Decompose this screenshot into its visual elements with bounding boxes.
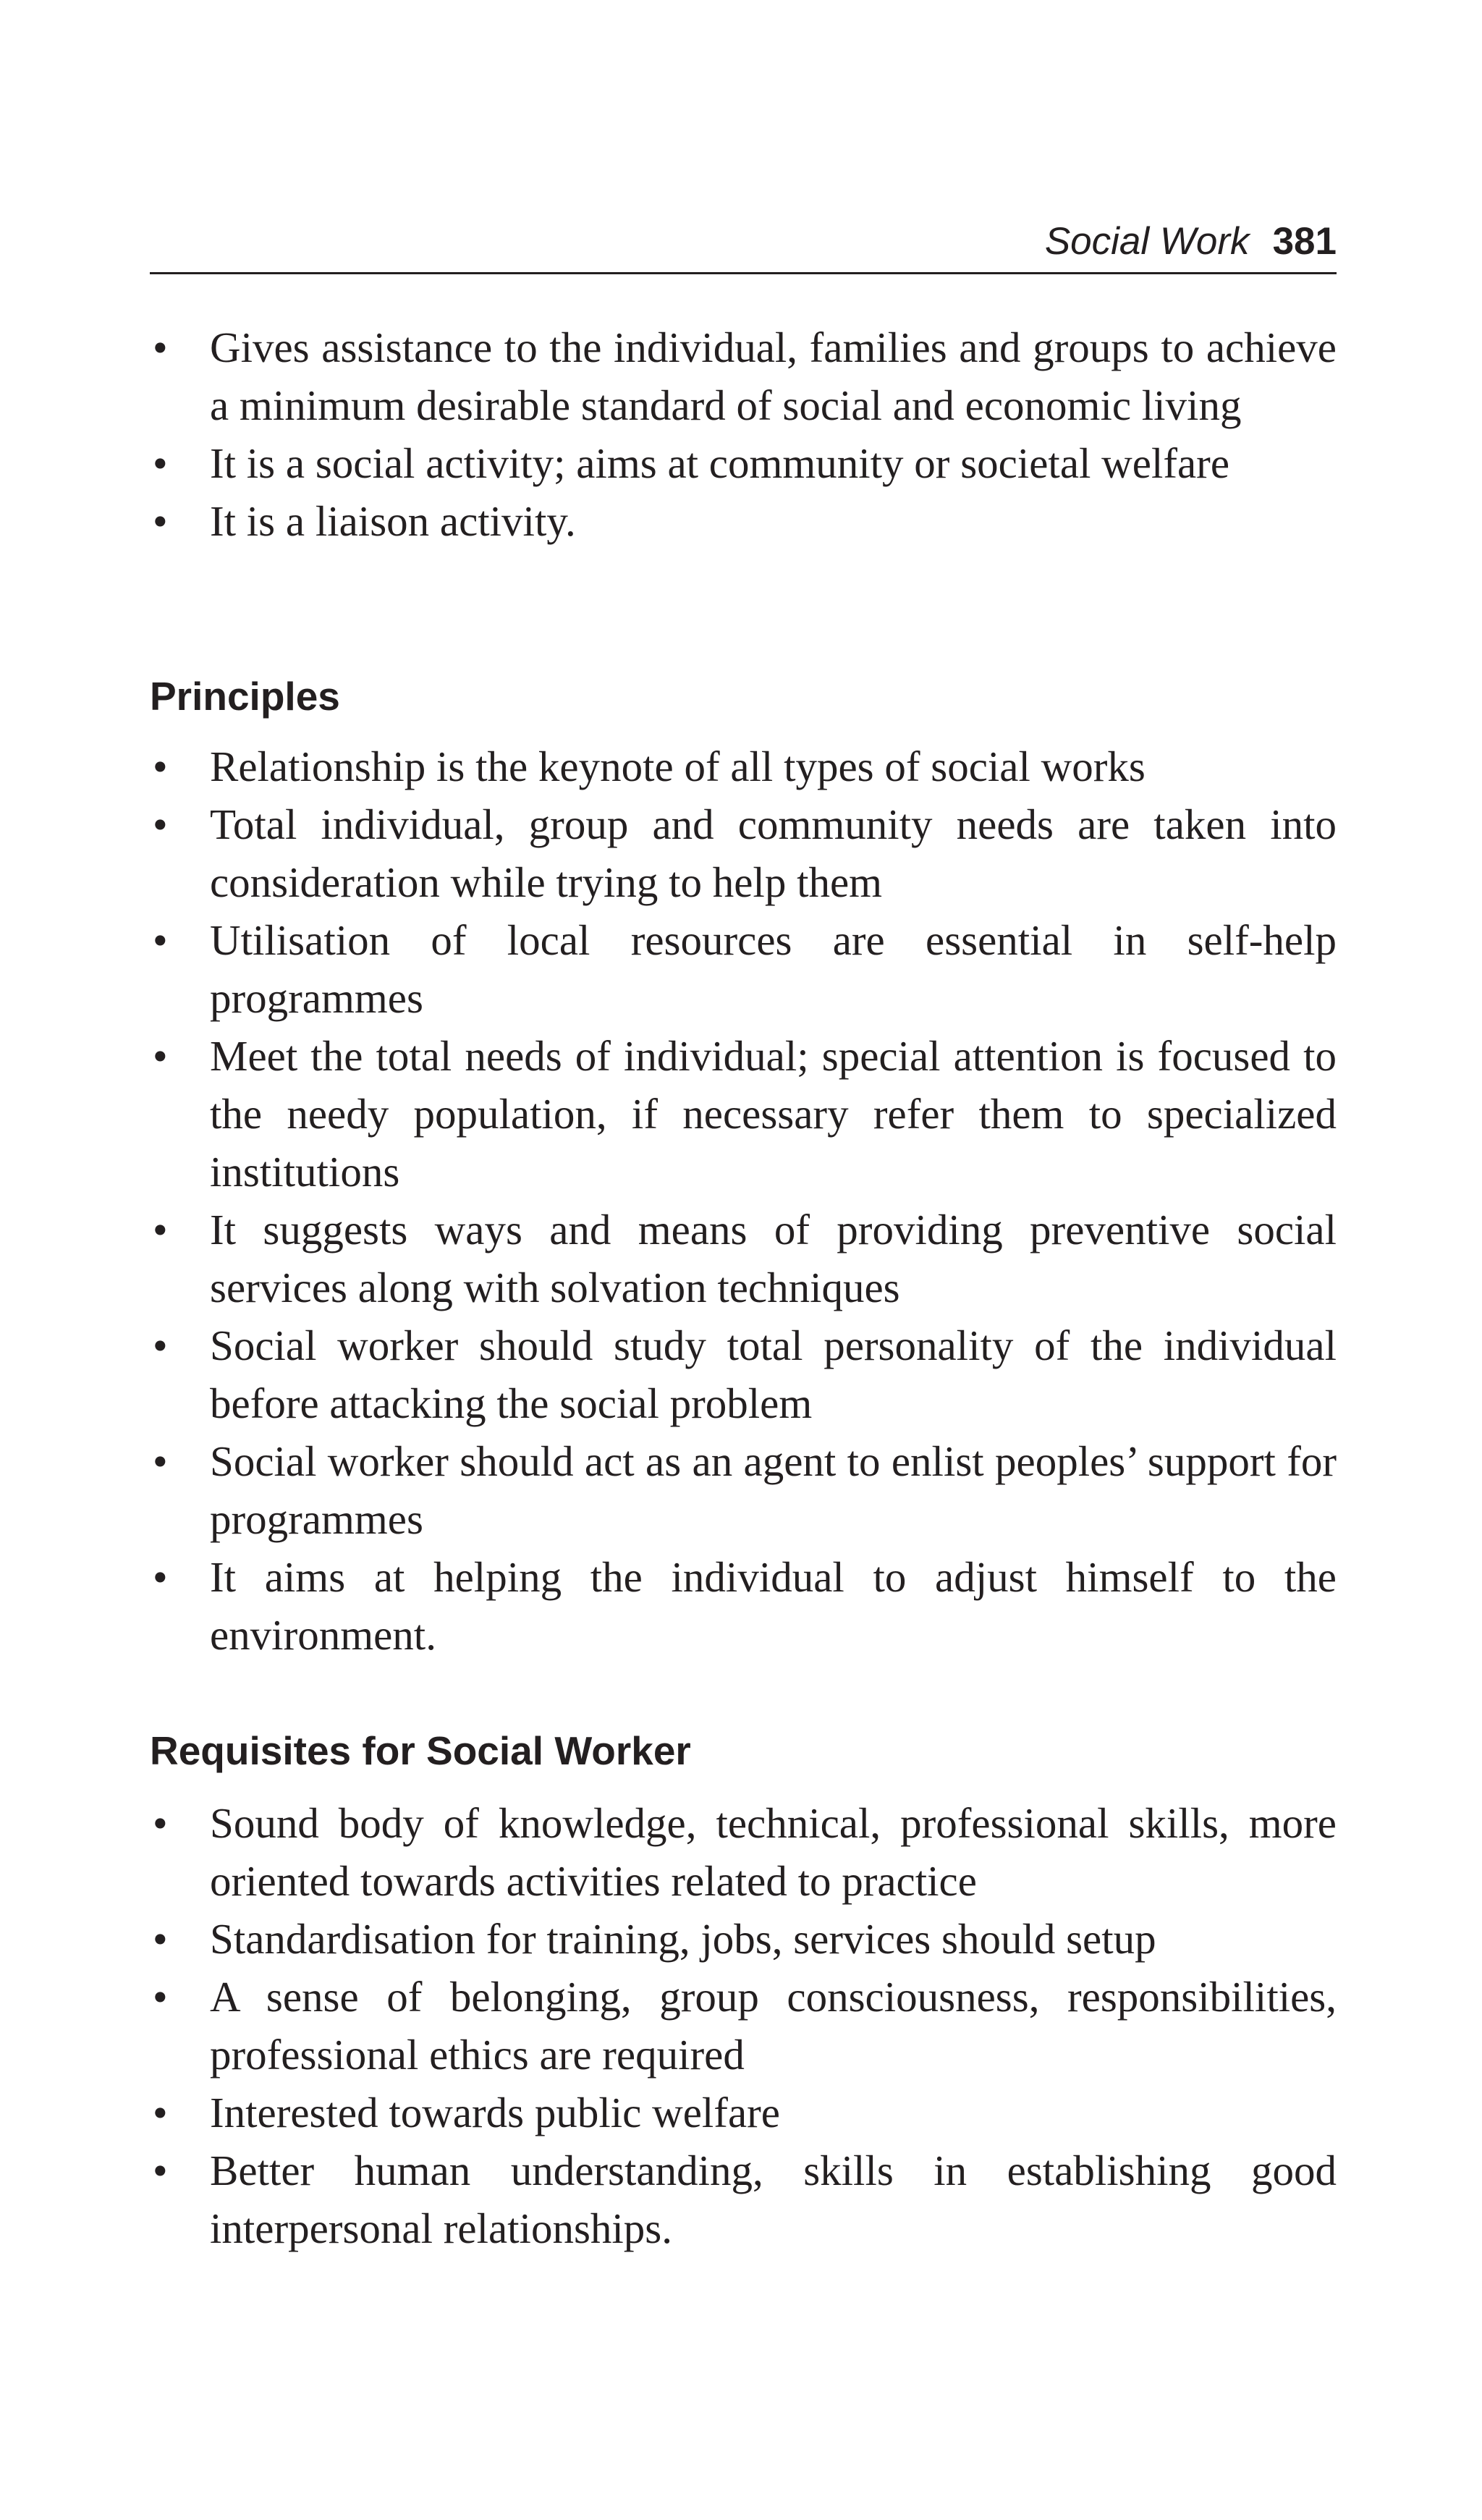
list-item <box>150 434 1337 492</box>
principles-bullet-list <box>150 737 1337 1664</box>
list-item <box>150 911 1337 1027</box>
list-item <box>150 492 1337 550</box>
list-item-text: It suggests ways and means of providing preventive social services along with solvation techniques <box>210 1206 1337 1311</box>
bullet-icon: • <box>153 497 168 545</box>
list-item <box>150 2141 1337 2257</box>
page-number: 381 <box>1272 220 1337 263</box>
requisites-heading: Requisites for Social Worker <box>150 1728 691 1773</box>
bullet-icon: • <box>153 1915 168 1963</box>
list-item <box>150 737 1337 795</box>
list-item <box>150 2084 1337 2141</box>
bullet-icon: • <box>153 800 168 848</box>
list-item-text: Meet the total needs of individual; special attention is focused to the needy population, if necessary refer them to specialized institutions <box>210 1032 1337 1196</box>
list-item <box>150 1910 1337 1968</box>
list-item <box>150 1794 1337 1910</box>
list-item <box>150 1201 1337 1316</box>
list-item-text: It aims at helping the individual to adjust himself to the environment. <box>210 1553 1337 1659</box>
bullet-icon: • <box>153 439 168 487</box>
list-item-text: Standardisation for training, jobs, services should setup <box>210 1915 1156 1963</box>
list-item-text: Social worker should study total personality of the individual before attacking the social problem <box>210 1322 1337 1427</box>
list-item-text: Better human understanding, skills in establishing good interpersonal relationships. <box>210 2147 1337 2252</box>
list-item-text: Relationship is the keynote of all types of social works <box>210 743 1146 790</box>
list-item-text: Interested towards public welfare <box>210 2089 780 2136</box>
bullet-icon: • <box>153 324 168 371</box>
bullet-icon: • <box>153 1322 168 1369</box>
list-item-text: Total individual, group and community needs are taken into consideration while trying to help them <box>210 800 1337 906</box>
list-item-text: Gives assistance to the individual, families and groups to achieve a minimum desirable standard of social and economic living <box>210 324 1337 429</box>
bullet-icon: • <box>153 1553 168 1601</box>
list-item-text: A sense of belonging, group consciousness, responsibilities, professional ethics are required <box>210 1973 1337 2079</box>
running-title: Social Work <box>1044 220 1250 263</box>
principles-heading: Principles <box>150 674 340 719</box>
list-item-text: It is a social activity; aims at community or societal welfare <box>210 439 1229 487</box>
bullet-icon: • <box>153 1032 168 1080</box>
requisites-bullet-list <box>150 1794 1337 2257</box>
list-item-text: Sound body of knowledge, technical, professional skills, more oriented towards activities related to practice <box>210 1799 1337 1905</box>
running-header <box>150 211 1337 274</box>
list-item <box>150 1968 1337 2084</box>
bullet-icon: • <box>153 1973 168 2021</box>
list-item <box>150 795 1337 911</box>
bullet-icon: • <box>153 1437 168 1485</box>
intro-bullet-list <box>150 318 1337 550</box>
list-item <box>150 1432 1337 1548</box>
bullet-icon: • <box>153 916 168 964</box>
list-item-text: Social worker should act as an agent to enlist peoples’ support for programmes <box>210 1437 1337 1543</box>
bullet-icon: • <box>153 1799 168 1847</box>
list-item-text: It is a liaison activity. <box>210 497 576 545</box>
list-item <box>150 1548 1337 1664</box>
bullet-icon: • <box>153 743 168 790</box>
bullet-icon: • <box>153 1206 168 1253</box>
list-item <box>150 318 1337 434</box>
list-item-text: Utilisation of local resources are essential in self-help programmes <box>210 916 1337 1022</box>
list-item <box>150 1027 1337 1201</box>
bullet-icon: • <box>153 2147 168 2194</box>
bullet-icon: • <box>153 2089 168 2136</box>
list-item <box>150 1316 1337 1432</box>
